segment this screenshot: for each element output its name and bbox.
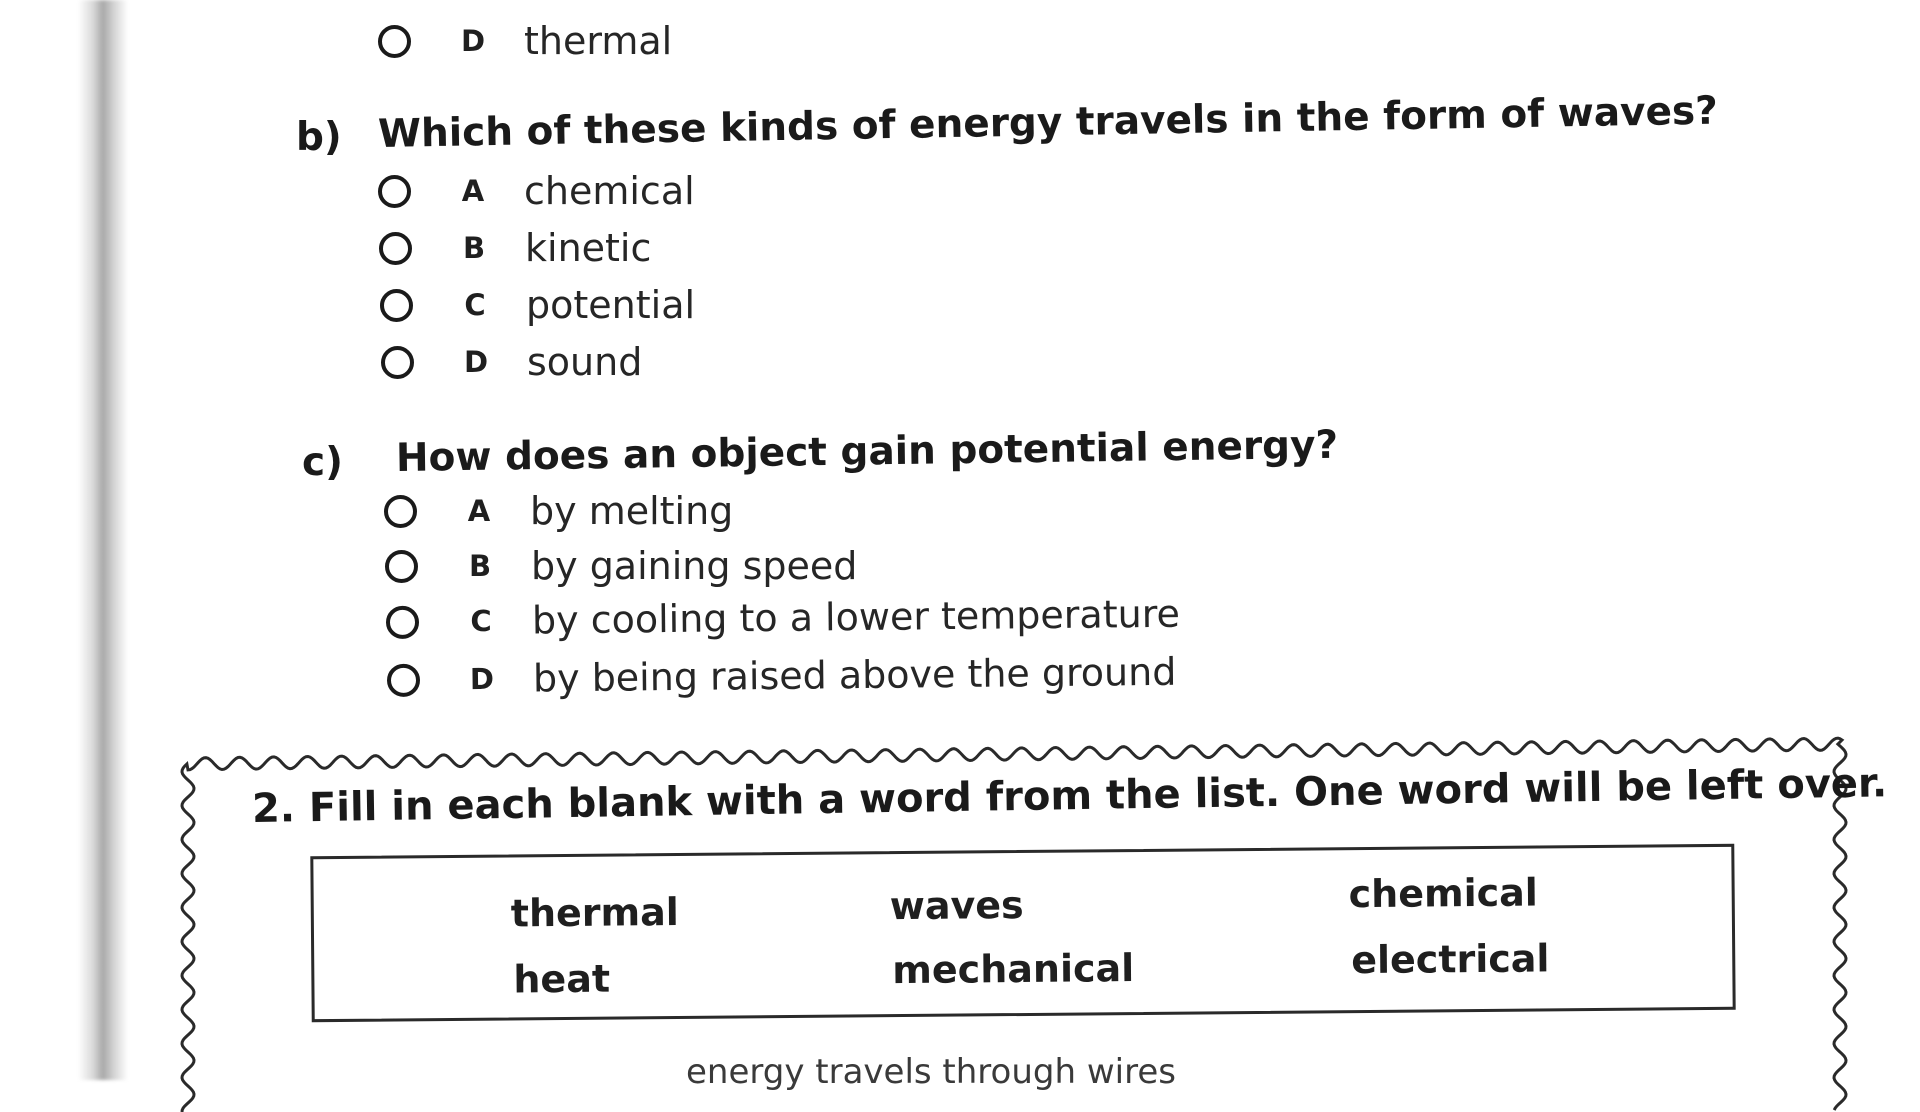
fill-in-sentence: energy travels through wires xyxy=(686,1052,1176,1092)
radio-circle-icon[interactable] xyxy=(387,663,420,696)
option-text: by cooling to a lower temperature xyxy=(531,591,1181,643)
word-bank-word: heat xyxy=(513,956,611,1002)
question-c-option-a[interactable] xyxy=(384,487,733,535)
option-letter: D xyxy=(460,24,486,58)
radio-circle-icon[interactable] xyxy=(379,232,412,265)
radio-circle-icon[interactable] xyxy=(384,495,417,528)
question-c-option-c[interactable] xyxy=(386,590,1180,646)
question-b-option-c[interactable] xyxy=(380,281,695,329)
radio-circle-icon[interactable] xyxy=(380,289,413,322)
question-c-option-d[interactable] xyxy=(387,648,1177,704)
question-c-label: c) xyxy=(302,440,343,485)
word-bank-word: mechanical xyxy=(892,946,1135,993)
word-bank-word: chemical xyxy=(1348,870,1539,917)
word-bank-box xyxy=(310,844,1735,1022)
option-letter: A xyxy=(467,494,491,528)
option-letter: D xyxy=(469,661,495,697)
question-b-label: b) xyxy=(296,115,342,160)
option-text: potential xyxy=(526,283,696,327)
question-a-option-d[interactable] xyxy=(378,17,672,65)
section-number: 2. xyxy=(251,785,296,832)
option-letter: B xyxy=(462,231,486,265)
question-c-text: How does an object gain potential energy? xyxy=(395,422,1339,481)
word-bank-word: waves xyxy=(889,882,1024,929)
word-bank-word: thermal xyxy=(510,890,679,936)
radio-circle-icon[interactable] xyxy=(381,346,414,379)
option-text: kinetic xyxy=(525,226,652,270)
radio-circle-icon[interactable] xyxy=(385,550,418,583)
radio-circle-icon[interactable] xyxy=(378,175,411,208)
question-b-option-d[interactable] xyxy=(381,338,642,386)
option-letter: C xyxy=(464,288,486,322)
word-bank-word: electrical xyxy=(1351,936,1550,983)
option-text: chemical xyxy=(524,169,695,213)
option-text: by melting xyxy=(530,489,734,533)
option-text: thermal xyxy=(524,19,673,63)
section-title-text: Fill in each blank with a word from the list. One word will be left over. xyxy=(308,760,1888,832)
option-letter: C xyxy=(470,603,492,639)
radio-circle-icon[interactable] xyxy=(386,605,419,638)
option-text: by being raised above the ground xyxy=(532,649,1177,701)
option-letter: D xyxy=(463,345,489,379)
option-letter: B xyxy=(468,549,492,583)
option-text: sound xyxy=(527,340,643,384)
question-b-option-a[interactable] xyxy=(378,167,695,215)
option-text: by gaining speed xyxy=(531,544,858,588)
radio-circle-icon[interactable] xyxy=(378,25,411,58)
question-b-option-b[interactable] xyxy=(379,224,651,272)
option-letter: A xyxy=(461,174,485,208)
question-b-text: Which of these kinds of energy travels in the form of waves? xyxy=(377,88,1719,157)
question-c-option-b[interactable] xyxy=(385,542,857,590)
